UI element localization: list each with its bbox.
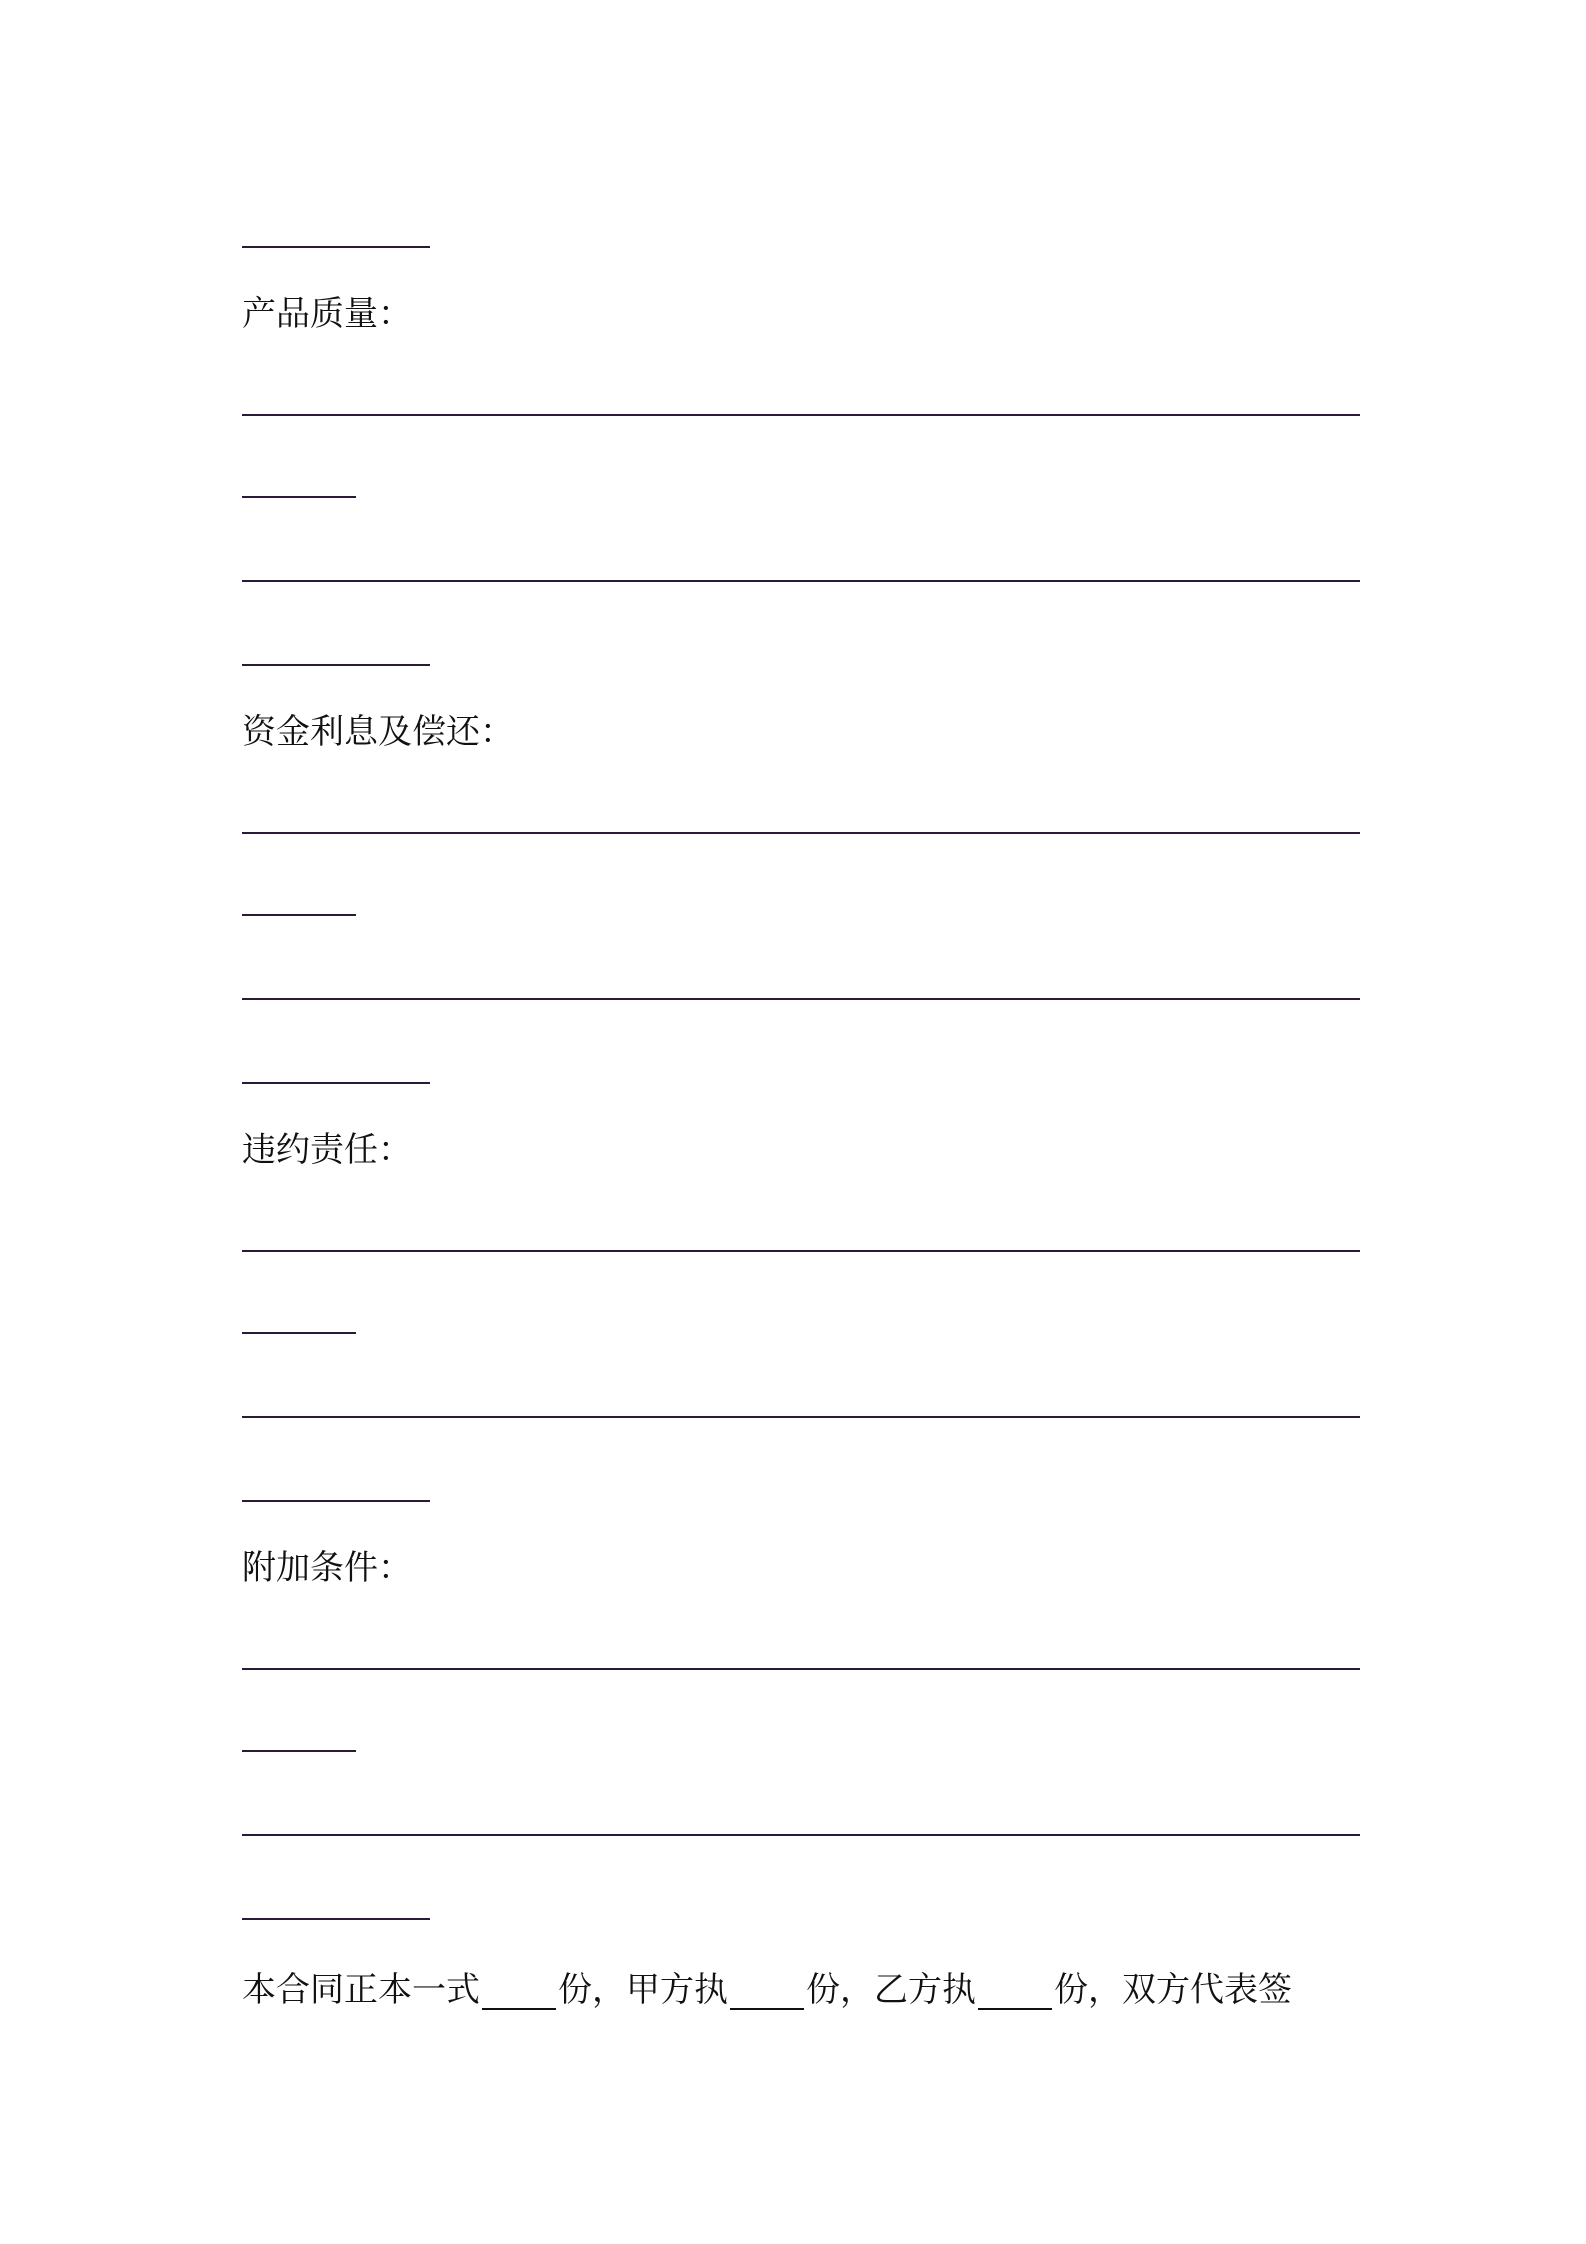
- blank-line: [242, 1250, 1360, 1252]
- closing-sentence: [242, 1970, 1292, 2010]
- blank-line: [242, 914, 356, 916]
- blank-line: [242, 998, 1360, 1000]
- copies-total-blank: [482, 1978, 556, 2010]
- blank-line: [242, 496, 356, 498]
- blank-line: [242, 1500, 430, 1502]
- blank-line: [242, 1082, 430, 1084]
- closing-text-1: 本合同正本一式: [242, 1970, 480, 2010]
- blank-line: [242, 246, 430, 248]
- section-heading-additional-terms: 附加条件：: [242, 1548, 412, 1588]
- blank-line: [242, 1668, 1360, 1670]
- closing-text-2: 份，甲方执: [558, 1970, 728, 2010]
- blank-line: [242, 832, 1360, 834]
- copies-party-a-blank: [730, 1978, 804, 2010]
- blank-line: [242, 1416, 1360, 1418]
- section-heading-product-quality: 产品质量：: [242, 294, 412, 334]
- section-heading-funds-interest: 资金利息及偿还：: [242, 712, 514, 752]
- blank-line: [242, 1918, 430, 1920]
- blank-line: [242, 1750, 356, 1752]
- blank-line: [242, 414, 1360, 416]
- blank-line: [242, 1834, 1360, 1836]
- blank-line: [242, 664, 430, 666]
- blank-line: [242, 1332, 356, 1334]
- copies-party-b-blank: [978, 1978, 1052, 2010]
- closing-text-3: 份，乙方执: [806, 1970, 976, 2010]
- closing-text-4: 份，双方代表签: [1054, 1970, 1292, 2010]
- blank-line: [242, 580, 1360, 582]
- section-heading-liability: 违约责任：: [242, 1130, 412, 1170]
